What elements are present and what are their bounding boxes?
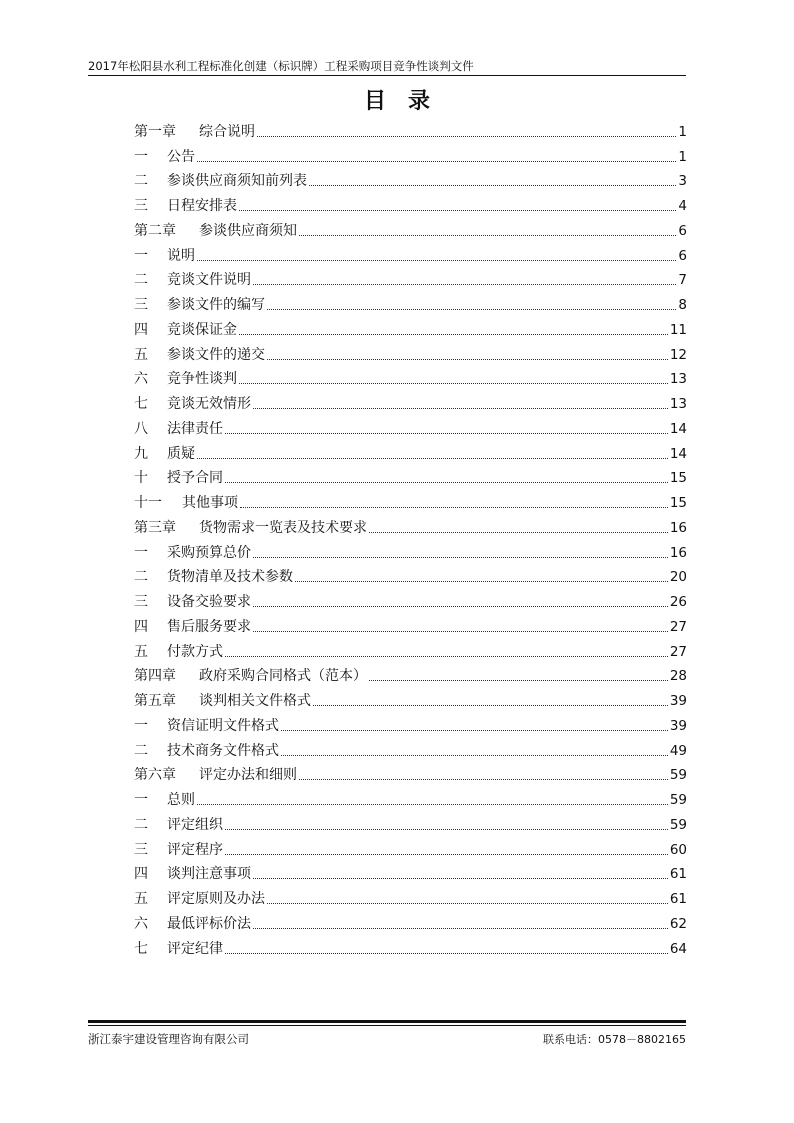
toc-entry[interactable] xyxy=(134,117,687,142)
toc-page-number: 27 xyxy=(669,618,687,635)
toc-dot-leader xyxy=(281,754,668,756)
toc-dot-leader xyxy=(309,184,676,186)
toc-page-number: 14 xyxy=(669,445,687,462)
toc-entry[interactable] xyxy=(134,785,687,810)
toc-dot-leader xyxy=(299,234,676,236)
toc-entry[interactable] xyxy=(134,612,687,637)
toc-entry-title: 最低评标价法 xyxy=(167,915,251,932)
toc-page-number: 28 xyxy=(669,668,687,685)
toc-page-number: 20 xyxy=(669,569,687,586)
toc-entry-number: 一 xyxy=(134,544,148,561)
toc-page-number: 16 xyxy=(669,544,687,561)
toc-entry-title: 参谈供应商须知前列表 xyxy=(167,173,307,190)
toc-page-number: 61 xyxy=(669,891,687,907)
toc-entry-title: 谈判相关文件格式 xyxy=(199,693,311,709)
toc-dot-leader xyxy=(225,432,668,434)
toc-entry[interactable] xyxy=(134,736,687,761)
toc-entry[interactable] xyxy=(134,686,687,711)
toc-page-number: 8 xyxy=(678,297,687,313)
toc-entry-title: 授予合同 xyxy=(167,470,223,487)
toc-page-number: 7 xyxy=(678,272,687,289)
toc-entry-number: 十 xyxy=(134,470,148,487)
toc-entry-title: 竞谈无效情形 xyxy=(167,396,251,412)
toc-entry[interactable] xyxy=(134,464,687,489)
toc-page-number: 39 xyxy=(669,717,687,734)
toc-entry-number: 五 xyxy=(134,643,148,660)
toc-page-number: 12 xyxy=(669,346,687,363)
toc-entry-number: 三 xyxy=(134,198,148,214)
toc-entry-number: 一 xyxy=(134,717,148,734)
toc-page-number: 13 xyxy=(669,396,687,412)
toc-dot-leader xyxy=(239,209,676,211)
toc-dot-leader xyxy=(240,506,668,508)
toc-entry[interactable] xyxy=(134,934,687,959)
toc-entry[interactable] xyxy=(134,662,687,687)
toc-entry-title: 评定纪律 xyxy=(167,940,223,957)
toc-entry-title: 售后服务要求 xyxy=(167,618,251,635)
toc-entry[interactable] xyxy=(134,266,687,291)
toc-entry-number: 一 xyxy=(134,148,148,165)
toc-entry-number: 二 xyxy=(134,742,148,759)
toc-entry-number: 八 xyxy=(134,420,148,437)
header-divider xyxy=(88,75,686,76)
toc-dot-leader xyxy=(253,407,668,409)
toc-dot-leader xyxy=(257,135,676,137)
toc-entry-number: 四 xyxy=(134,866,148,883)
toc-entry[interactable] xyxy=(134,167,687,192)
toc-entry-title: 说明 xyxy=(167,247,195,264)
toc-entry[interactable] xyxy=(134,909,687,934)
toc-dot-leader xyxy=(267,358,668,360)
toc-entry-number: 第六章 xyxy=(134,767,176,784)
toc-page-number: 4 xyxy=(678,198,687,214)
toc-page-number: 3 xyxy=(678,173,687,190)
table-of-contents xyxy=(134,117,687,959)
toc-entry-title: 公告 xyxy=(167,148,195,165)
toc-entry-number: 一 xyxy=(134,247,148,264)
toc-entry[interactable] xyxy=(134,810,687,835)
toc-entry-number: 七 xyxy=(134,940,148,957)
toc-entry-number: 九 xyxy=(134,445,148,462)
toc-entry[interactable] xyxy=(134,587,687,612)
toc-entry-title: 总则 xyxy=(167,792,195,808)
toc-dot-leader xyxy=(197,160,676,162)
toc-page-number: 39 xyxy=(669,693,687,709)
toc-page-number: 61 xyxy=(669,866,687,883)
toc-entry-number: 第三章 xyxy=(134,519,176,536)
toc-entry-title: 参谈文件的递交 xyxy=(167,346,265,363)
toc-page-number: 60 xyxy=(669,841,687,858)
toc-page-number: 64 xyxy=(669,940,687,957)
toc-page-number: 11 xyxy=(669,321,687,338)
toc-dot-leader xyxy=(295,580,668,582)
toc-entry-number: 第一章 xyxy=(134,123,176,140)
toc-entry[interactable] xyxy=(134,761,687,786)
toc-entry[interactable] xyxy=(134,439,687,464)
toc-entry[interactable] xyxy=(134,365,687,390)
toc-entry[interactable] xyxy=(134,884,687,909)
toc-dot-leader xyxy=(299,778,668,780)
toc-page-number: 26 xyxy=(669,594,687,610)
toc-entry[interactable] xyxy=(134,142,687,167)
toc-entry-title: 评定组织 xyxy=(167,816,223,833)
footer-divider-thick xyxy=(88,1020,686,1023)
toc-entry-title: 法律责任 xyxy=(167,420,223,437)
toc-entry-title: 参谈文件的编写 xyxy=(167,297,265,313)
toc-dot-leader xyxy=(197,457,668,459)
toc-entry-number: 五 xyxy=(134,346,148,363)
toc-page-number: 15 xyxy=(669,470,687,487)
toc-dot-leader xyxy=(267,902,668,904)
footer-contact: 联系电话：0578－8802165 xyxy=(543,1033,686,1046)
toc-entry[interactable] xyxy=(134,488,687,513)
toc-entry-number: 第二章 xyxy=(134,222,176,239)
toc-dot-leader xyxy=(369,531,668,533)
toc-dot-leader xyxy=(281,729,668,731)
toc-dot-leader xyxy=(225,655,668,657)
toc-dot-leader xyxy=(197,259,676,261)
toc-page-number: 1 xyxy=(678,123,687,140)
toc-page-number: 1 xyxy=(678,148,687,165)
footer-company: 浙江泰宇建设管理咨询有限公司 xyxy=(88,1032,249,1046)
toc-entry[interactable] xyxy=(134,538,687,563)
toc-entry-number: 十一 xyxy=(134,495,162,511)
toc-page-number: 62 xyxy=(669,915,687,932)
toc-page-number: 59 xyxy=(669,792,687,808)
toc-dot-leader xyxy=(239,382,668,384)
toc-entry-number: 三 xyxy=(134,297,148,313)
toc-entry[interactable] xyxy=(134,513,687,538)
toc-entry-title: 付款方式 xyxy=(167,643,223,660)
toc-page-number: 49 xyxy=(669,742,687,759)
toc-page-number: 14 xyxy=(669,420,687,437)
toc-entry-title: 谈判注意事项 xyxy=(167,866,251,883)
toc-page-number: 59 xyxy=(669,767,687,784)
toc-page-number: 6 xyxy=(678,247,687,264)
toc-entry[interactable] xyxy=(134,340,687,365)
toc-dot-leader xyxy=(253,630,668,632)
toc-dot-leader xyxy=(253,927,668,929)
toc-entry-title: 设备交验要求 xyxy=(167,594,251,610)
toc-entry-number: 三 xyxy=(134,841,148,858)
toc-page-number: 15 xyxy=(669,495,687,511)
toc-dot-leader xyxy=(225,828,668,830)
toc-entry[interactable] xyxy=(134,563,687,588)
toc-entry-number: 四 xyxy=(134,321,148,338)
toc-entry-title: 评定程序 xyxy=(167,841,223,858)
toc-entry-title: 参谈供应商须知 xyxy=(199,222,297,239)
toc-dot-leader xyxy=(225,481,668,483)
toc-entry-number: 二 xyxy=(134,173,148,190)
toc-entry-number: 六 xyxy=(134,915,148,932)
toc-entry[interactable] xyxy=(134,389,687,414)
toc-page-number: 13 xyxy=(669,371,687,388)
toc-entry[interactable] xyxy=(134,216,687,241)
toc-dot-leader xyxy=(225,952,668,954)
toc-entry-title: 货物需求一览表及技术要求 xyxy=(199,519,367,536)
toc-entry-number: 二 xyxy=(134,569,148,586)
toc-entry[interactable] xyxy=(134,191,687,216)
toc-entry-title: 质疑 xyxy=(167,445,195,462)
toc-dot-leader xyxy=(369,679,668,681)
toc-entry-number: 二 xyxy=(134,816,148,833)
toc-entry-title: 政府采购合同格式（范本） xyxy=(199,668,367,685)
toc-entry-number: 三 xyxy=(134,594,148,610)
toc-entry-number: 一 xyxy=(134,792,148,808)
page-header: 2017年松阳县水利工程标准化创建（标识牌）工程采购项目竞争性谈判文件 xyxy=(88,59,474,73)
toc-page-number: 6 xyxy=(678,222,687,239)
page-title: 目录 xyxy=(363,88,452,114)
toc-dot-leader xyxy=(253,283,676,285)
toc-entry-title: 竞争性谈判 xyxy=(167,371,237,388)
toc-entry-title: 评定办法和细则 xyxy=(199,767,297,784)
toc-entry-title: 其他事项 xyxy=(182,495,238,511)
toc-entry-title: 竞谈保证金 xyxy=(167,321,237,338)
toc-entry-number: 第五章 xyxy=(134,693,176,709)
toc-dot-leader xyxy=(253,556,668,558)
toc-dot-leader xyxy=(225,853,668,855)
toc-entry[interactable] xyxy=(134,414,687,439)
footer-divider-thin xyxy=(88,1025,686,1026)
toc-entry-title: 日程安排表 xyxy=(167,198,237,214)
toc-entry-number: 二 xyxy=(134,272,148,289)
toc-entry[interactable] xyxy=(134,711,687,736)
toc-entry[interactable] xyxy=(134,860,687,885)
toc-entry-title: 评定原则及办法 xyxy=(167,891,265,907)
toc-dot-leader xyxy=(267,308,676,310)
toc-entry-title: 竞谈文件说明 xyxy=(167,272,251,289)
toc-entry[interactable] xyxy=(134,315,687,340)
toc-entry-number: 六 xyxy=(134,371,148,388)
toc-entry-title: 采购预算总价 xyxy=(167,544,251,561)
toc-entry-number: 七 xyxy=(134,396,148,412)
toc-dot-leader xyxy=(253,877,668,879)
toc-entry-title: 资信证明文件格式 xyxy=(167,717,279,734)
toc-dot-leader xyxy=(253,605,668,607)
toc-entry-number: 五 xyxy=(134,891,148,907)
toc-entry[interactable] xyxy=(134,835,687,860)
toc-entry-number: 四 xyxy=(134,618,148,635)
toc-dot-leader xyxy=(239,333,668,335)
toc-entry-title: 综合说明 xyxy=(199,123,255,140)
toc-dot-leader xyxy=(197,803,668,805)
toc-entry[interactable] xyxy=(134,241,687,266)
toc-entry-title: 技术商务文件格式 xyxy=(167,742,279,759)
toc-entry-title: 货物清单及技术参数 xyxy=(167,569,293,586)
toc-page-number: 27 xyxy=(669,643,687,660)
toc-entry-number: 第四章 xyxy=(134,668,176,685)
toc-page-number: 59 xyxy=(669,816,687,833)
toc-entry[interactable] xyxy=(134,637,687,662)
toc-dot-leader xyxy=(313,704,668,706)
toc-entry[interactable] xyxy=(134,290,687,315)
toc-page-number: 16 xyxy=(669,519,687,536)
